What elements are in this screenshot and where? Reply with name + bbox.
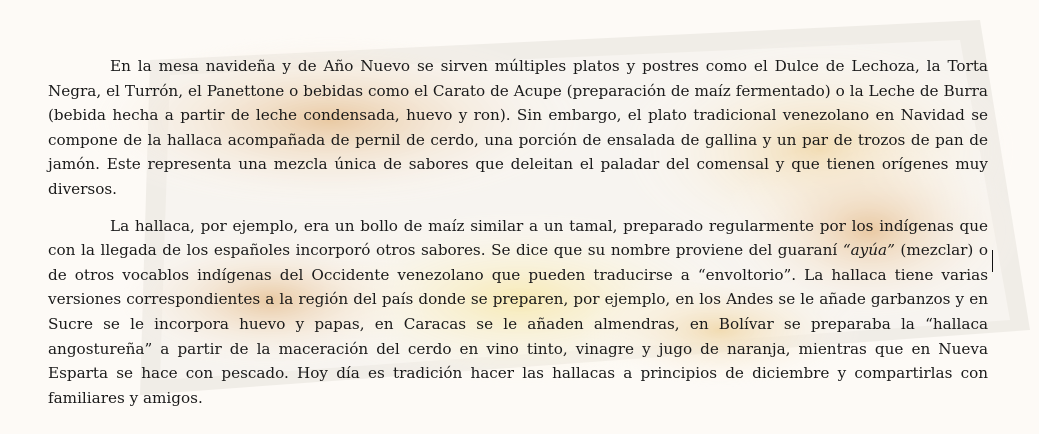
paragraph-2 — [48, 214, 988, 411]
text-body — [48, 54, 988, 422]
paragraph-2-end: (mezclar) o de otros vocablos indígenas del Occidente venezolano que pueden traducirse a “envoltorio”. La hallaca tiene varias versiones correspondientes a la región del país donde se preparen, por ejemplo, en los Andes se le añade garbanzos y en Sucre se le incorpora huevo y papas, en Caracas se le añaden almendras, en Bolívar se preparaba la “hallaca angostureña” a partir de la maceración del cerdo en vino tinto, vinagre y jugo de naranja, mientras que en Nueva Esparta se hace con pescado. Hoy día es tradición hacer las hallacas a principios de diciembre y compartirlas con familiares y amigos. — [48, 241, 989, 407]
paragraph-2-emphasis: “ayúa” — [842, 241, 895, 260]
text-cursor — [992, 250, 993, 272]
paragraph-2-start: La hallaca, por ejemplo, era un bollo de maíz similar a un tamal, preparado regularmente por los indígenas que con la llegada de los españoles incorporó otros sabores. Se dice que su nombre proviene del guaraní — [48, 216, 988, 260]
paragraph-1: En la mesa navideña y de Año Nuevo se sirven múltiples platos y postres como el Dulce de Lechoza, la Torta Negra, el Turrón, el Panettone o bebidas como el Carato de Acupe (preparación de maíz fermentado) o la Leche de Burra (bebida hecha a partir de leche condensada, huevo y ron). Sin embargo, el plato tradicional venezolano en Navidad se compone de la hallaca acompañada de pernil de cerdo, una porción de ensalada de gallina y un par de trozos de pan de jamón. Este representa una mezcla única de sabores que deleitan el paladar del comensal y que tienen orígenes muy diversos. — [48, 57, 988, 198]
